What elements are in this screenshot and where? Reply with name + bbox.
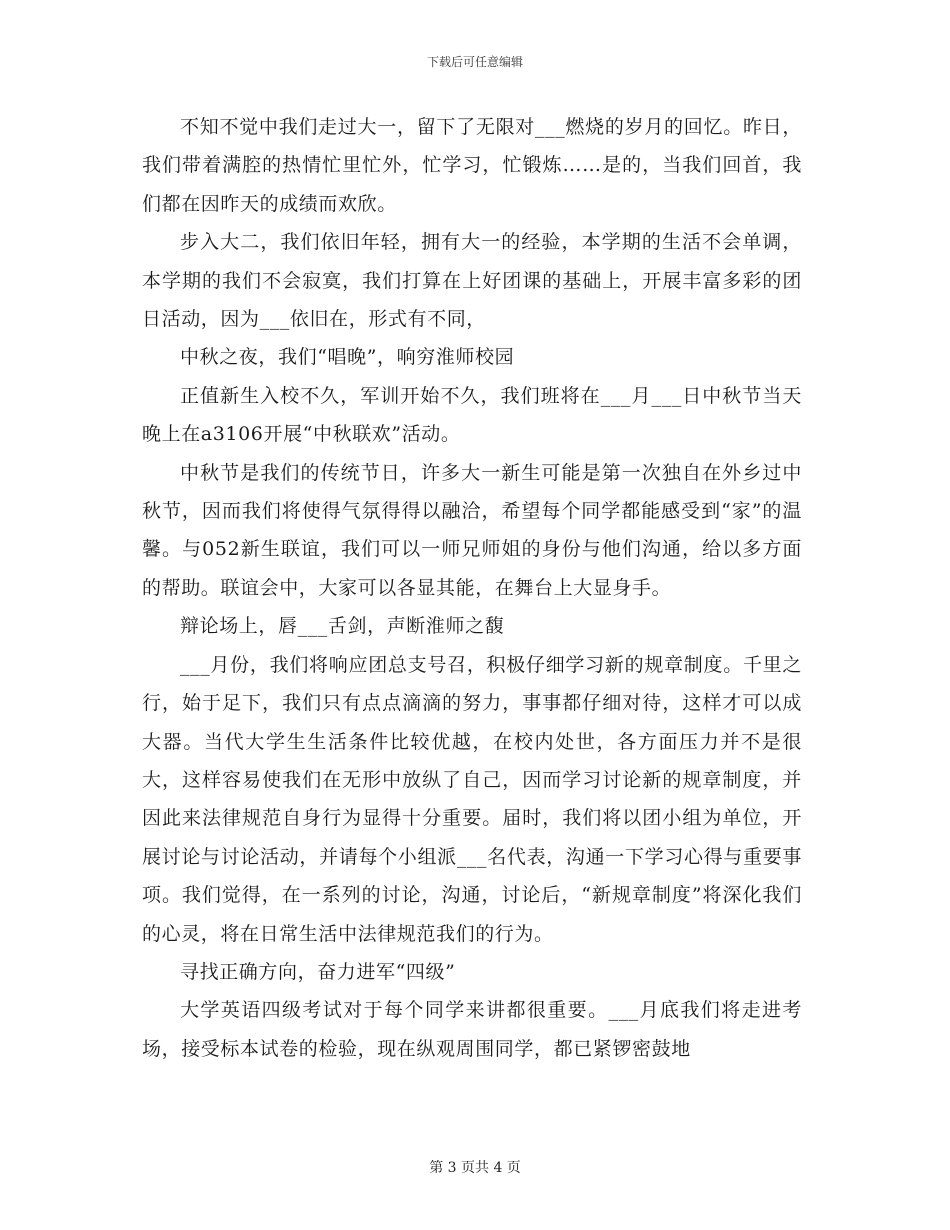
section-heading-cet4: 寻找正确方向，奋力进军“四级” xyxy=(180,960,456,983)
paragraph-sophomore-plan: 步入大二，我们依旧年轻，拥有大一的经验，本学期的生活不会单调，本学期的我们不会寂寞，我们打算在上好团课的基础上，开展丰富多彩的团日活动，因为___依旧在，形式有不同， xyxy=(142,231,802,331)
paragraph-regulations-study: ___月份，我们将响应团总支号召，积极仔细学习新的规章制度。千里之行，始于足下，我们只有点点滴滴的努力，事事都仔细对待，这样才可以成大器。当代大学生生活条件比较优越，在校内处世，各方面压力并不是很大，这样容易使我们在无形中放纵了自己，因而学习讨论新的规章制度，并因此来法律规范自身行为显得十分重要。届时，我们将以团小组为单位，开展讨论与讨论活动，并请每个小组派___名代表，沟通一下学习心得与重要事项。我们觉得，在一系列的讨论，沟通，讨论后，“新规章制度”将深化我们的心灵，将在日常生活中法律规范我们的行为。 xyxy=(142,653,802,945)
paragraph-mid-autumn-event: 正值新生入校不久，军训开始不久，我们班将在___月___日中秋节当天晚上在a3106开展“中秋联欢”活动。 xyxy=(142,384,802,446)
section-heading-debate: 辩论场上，唇___舌剑，声断淮师之馥 xyxy=(180,615,505,638)
paragraph-mid-autumn-details: 中秋节是我们的传统节日，许多大一新生可能是第一次独自在外乡过中秋节，因而我们将使得气氛得得以融洽，希望每个同学都能感受到“家”的温馨。与052新生联谊，我们可以一师兄师姐的身份与他们沟通，给以多方面的帮助。联谊会中，大家可以各显其能，在舞台上大显身手。 xyxy=(142,461,802,599)
section-heading-mid-autumn: 中秋之夜，我们“唱晚”，响穷淮师校园 xyxy=(180,346,515,369)
paragraph-cet4: 大学英语四级考试对于每个同学来讲都很重要。___月底我们将走进考场，接受标本试卷的检验，现在纵观周围同学，都已紧锣密鼓地 xyxy=(142,999,802,1060)
paragraph-intro: 不知不觉中我们走过大一，留下了无限对___燃烧的岁月的回忆。昨日，我们带着满腔的热情忙里忙外，忙学习，忙锻炼……是的，当我们回首，我们都在因昨天的成绩而欢欣。 xyxy=(142,116,802,215)
document-body xyxy=(142,108,802,1068)
page-header: 下载后可任意编辑 xyxy=(426,55,523,69)
page-footer: 第 3 页共 4 页 xyxy=(429,1160,521,1176)
